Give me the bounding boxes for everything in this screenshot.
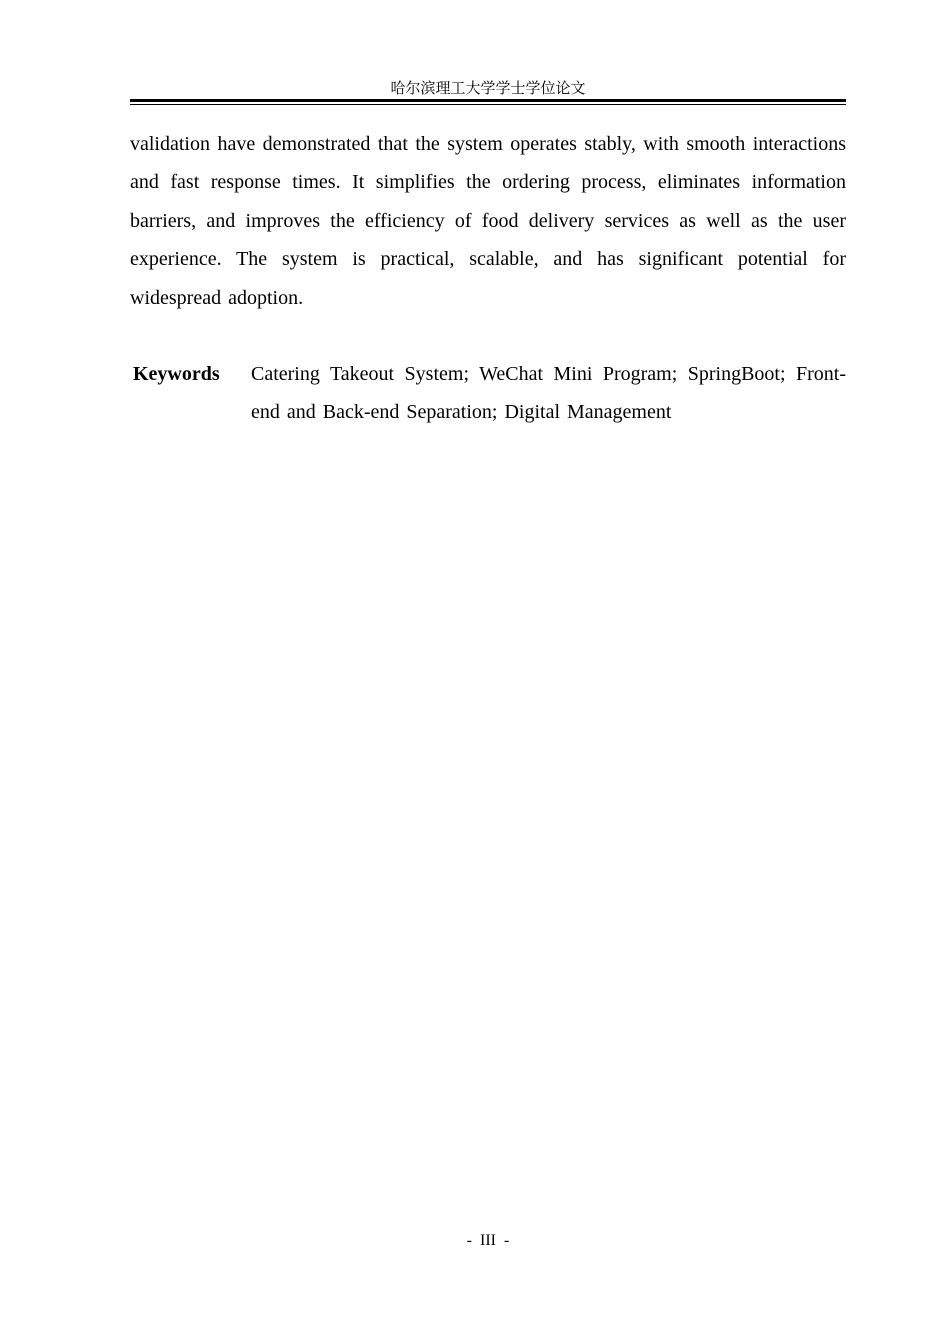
keywords-section [130, 355, 846, 432]
header-rule-thin [130, 104, 846, 105]
page-header: 哈尔滨理工大学学士学位论文 [390, 79, 586, 97]
keywords-list: Catering Takeout System; WeChat Mini Program; SpringBoot; Front-end and Back-end Separation; Digital Management [251, 363, 846, 424]
abstract-paragraph: validation have demonstrated that the system operates stably, with smooth interactions and fast response times. It simplifies the ordering process, eliminates information barriers, and improves the efficiency of food delivery services as well as the user experience. The system is practical, scalable, and has significant potential for widespread adoption. [130, 133, 846, 309]
keywords-label: Keywords [133, 363, 220, 385]
header-rule-thick [130, 99, 846, 102]
page-number: - III - [466, 1232, 510, 1249]
